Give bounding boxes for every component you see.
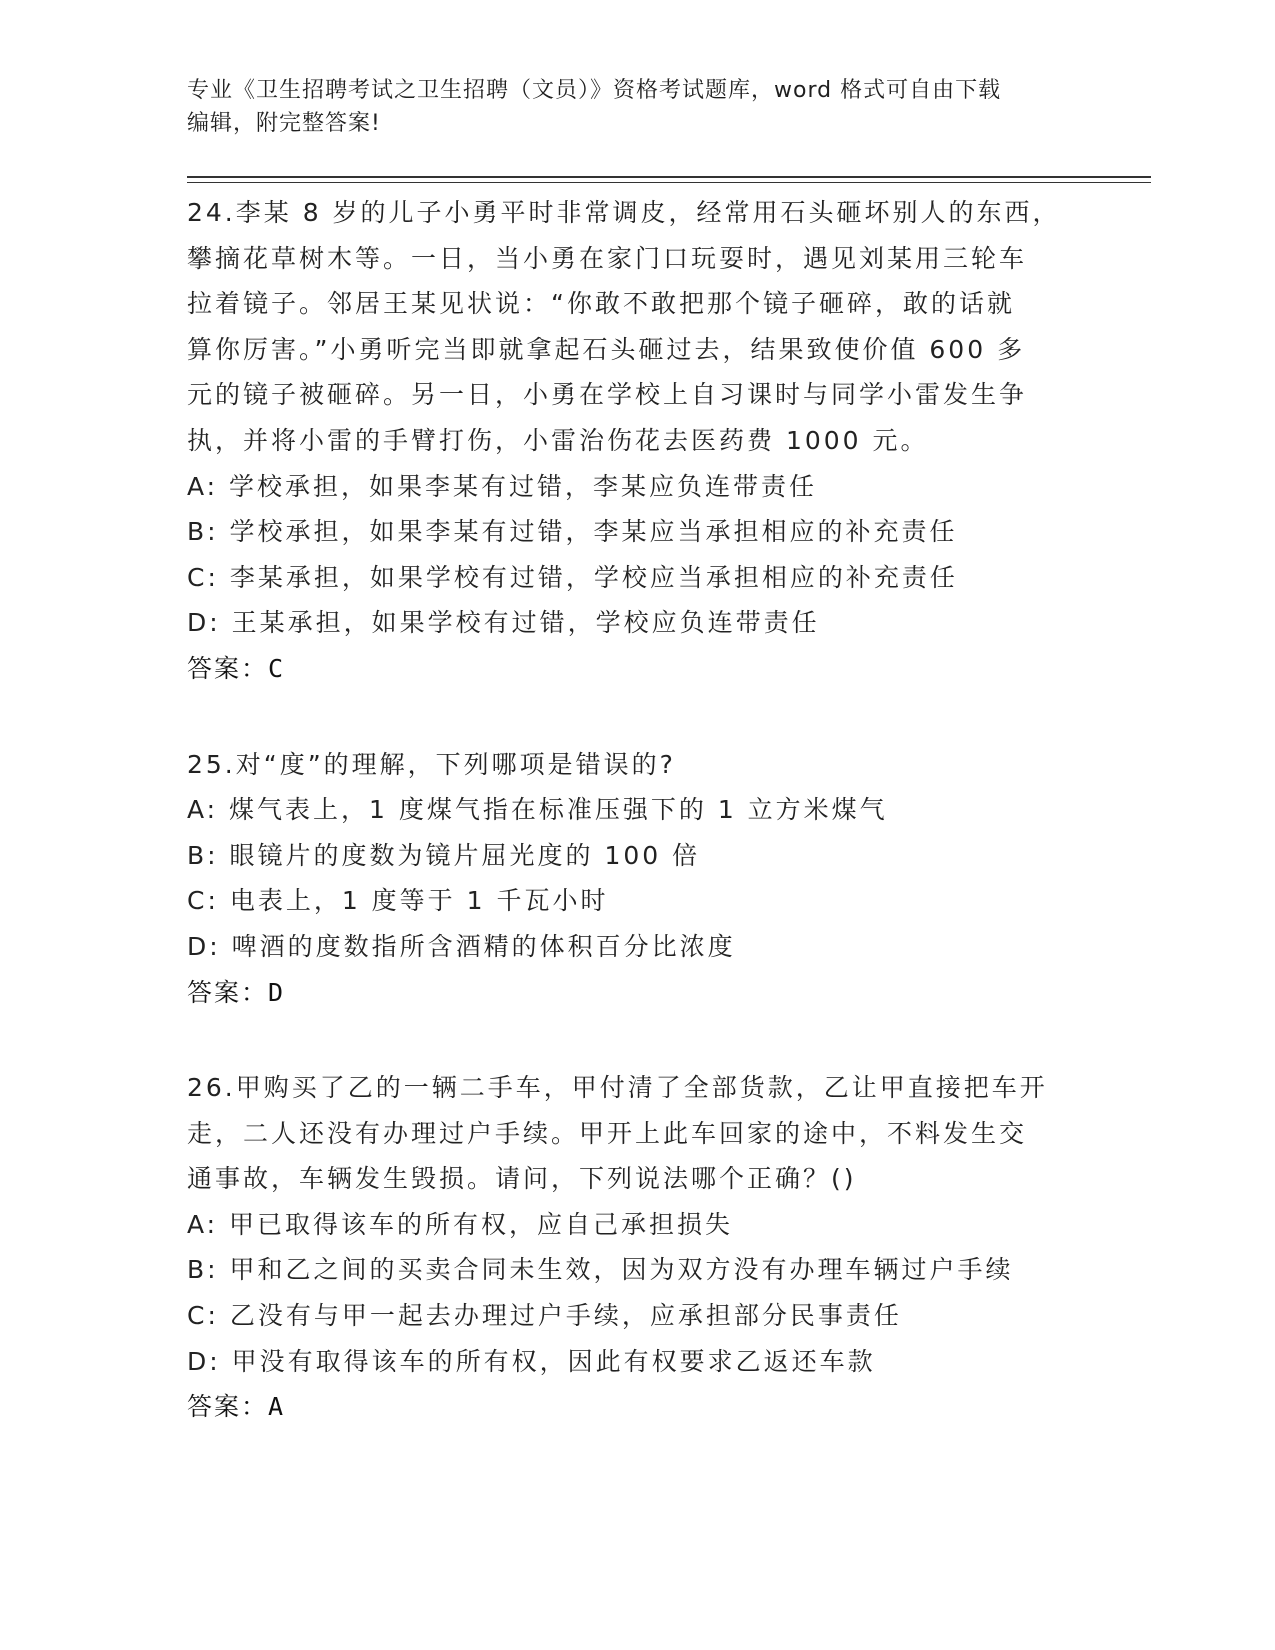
- question-25: [187, 742, 1067, 1016]
- answer-key: C: [268, 653, 286, 683]
- answer-key: D: [268, 977, 286, 1007]
- option-b: B: 学校承担，如果李某有过错，李某应当承担相应的补充责任: [187, 517, 958, 547]
- stem-line: 走，二人还没有办理过户手续。甲开上此车回家的途中，不料发生交: [187, 1118, 1028, 1148]
- stem-line: 通事故，车辆发生毁损。请问，下列说法哪个正确？(): [187, 1164, 857, 1194]
- stem-line: 拉着镜子。邻居王某见状说：“你敢不敢把那个镜子砸碎，敢的话就: [187, 289, 1015, 319]
- header-divider-thick: [187, 176, 1151, 178]
- question-24: [187, 190, 1067, 692]
- answer-key: A: [268, 1392, 286, 1422]
- option-d: D: 啤酒的度数指所含酒精的体积百分比浓度: [187, 931, 736, 961]
- stem-line: 执，并将小雷的手臂打伤，小雷治伤花去医药费 1000 元。: [187, 425, 929, 455]
- option-a: A: 甲已取得该车的所有权，应自己承担损失: [187, 1209, 734, 1239]
- option-c: C: 乙没有与甲一起去办理过户手续，应承担部分民事责任: [187, 1301, 902, 1331]
- option-c: C: 电表上，1 度等于 1 千瓦小时: [187, 886, 609, 916]
- stem-line: 24.李某 8 岁的儿子小勇平时非常调皮，经常用石头砸坏别人的东西，: [187, 198, 1061, 227]
- document-header: [187, 74, 1087, 140]
- option-a: A: 学校承担，如果李某有过错，李某应负连带责任: [187, 471, 818, 501]
- header-divider-thin: [187, 182, 1151, 183]
- question-26: [187, 1065, 1067, 1430]
- option-c: C: 李某承担，如果学校有过错，学校应当承担相应的补充责任: [187, 562, 958, 592]
- answer-label: 答案：: [187, 653, 269, 683]
- stem-line: 攀摘花草树木等。一日，当小勇在家门口玩耍时，遇见刘某用三轮车: [187, 243, 1028, 273]
- answer-line: [187, 1384, 1067, 1430]
- header-line-1: 专业《卫生招聘考试之卫生招聘（文员）》资格考试题库，word 格式可自由下载: [187, 78, 1002, 103]
- answer-line: [187, 646, 1067, 692]
- option-d: D: 王某承担，如果学校有过错，学校应负连带责任: [187, 608, 820, 638]
- question-stem: [187, 190, 1067, 464]
- question-list: [187, 190, 1067, 1480]
- answer-label: 答案：: [187, 1392, 269, 1422]
- stem-line: 元的镜子被砸碎。另一日，小勇在学校上自习课时与同学小雷发生争: [187, 380, 1028, 410]
- stem-line: 算你厉害。”小勇听完当即就拿起石头砸过去，结果致使价值 600 多: [187, 334, 1026, 364]
- question-stem: [187, 742, 1067, 788]
- answer-label: 答案：: [187, 977, 269, 1007]
- option-a: A: 煤气表上，1 度煤气指在标准压强下的 1 立方米煤气: [187, 795, 888, 825]
- question-stem: [187, 1065, 1067, 1202]
- option-b: B: 甲和乙之间的买卖合同未生效，因为双方没有办理车辆过户手续: [187, 1255, 1014, 1285]
- option-d: D: 甲没有取得该车的所有权，因此有权要求乙返还车款: [187, 1346, 876, 1376]
- option-b: B: 眼镜片的度数为镜片屈光度的 100 倍: [187, 840, 701, 870]
- answer-line: [187, 970, 1067, 1016]
- stem-line: 26.甲购买了乙的一辆二手车，甲付清了全部货款，乙让甲直接把车开: [187, 1073, 1048, 1103]
- header-line-2: 编辑，附完整答案!: [187, 111, 381, 136]
- stem-line: 25.对“度”的理解，下列哪项是错误的?: [187, 749, 676, 779]
